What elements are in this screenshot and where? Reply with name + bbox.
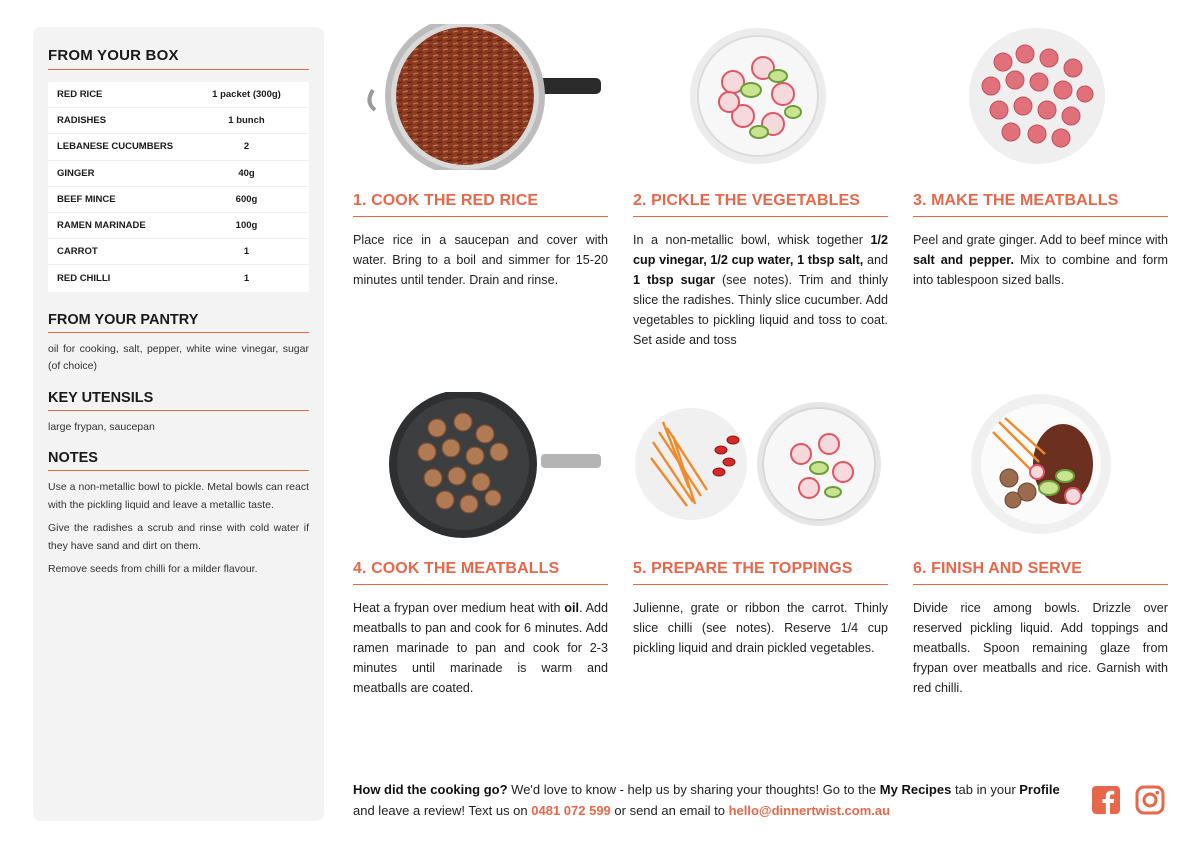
ingredient-name: GINGER <box>57 167 95 179</box>
ingredient-qty: 1 bunch <box>228 115 265 127</box>
step-title: 4. COOK THE MEATBALLS <box>353 560 608 585</box>
finished-dish-photo <box>913 392 1168 538</box>
toppings-photo <box>633 392 888 538</box>
raw-meatballs-photo <box>913 24 1168 170</box>
ingredient-qty: 1 <box>243 272 250 284</box>
phone-link[interactable]: 0481 072 599 <box>531 803 611 818</box>
step-body: Peel and grate ginger. Add to beef mince with salt and pepper. Mix to combine and form into tablespoon sized balls. <box>913 233 1168 287</box>
ingredient-name: RAMEN MARINADE <box>57 220 146 232</box>
notes-title: NOTES <box>48 450 309 471</box>
table-row <box>48 161 309 187</box>
note-item: Remove seeds from chilli for a milder flavour. <box>48 563 258 575</box>
ingredient-qty: 2 <box>243 141 250 153</box>
notes-section <box>48 450 309 579</box>
note-item: Give the radishes a scrub and rinse with cold water if they have sand and dirt on them. <box>48 522 309 552</box>
table-row <box>48 82 309 108</box>
box-ingredients-table <box>48 82 309 292</box>
ingredient-qty: 1 <box>243 246 250 258</box>
pantry-title: FROM YOUR PANTRY <box>48 312 309 333</box>
instagram-icon[interactable] <box>1134 784 1166 816</box>
utensils-text: large frypan, saucepan <box>48 420 155 433</box>
red-rice-photo <box>353 24 608 170</box>
table-row <box>48 134 309 160</box>
table-row <box>48 108 309 134</box>
step-title: 2. PICKLE THE VEGETABLES <box>633 192 888 217</box>
step-title: 6. FINISH AND SERVE <box>913 560 1168 585</box>
step-3 <box>913 192 1168 290</box>
step-title: 5. PREPARE THE TOPPINGS <box>633 560 888 585</box>
step-body: Julienne, grate or ribbon the carrot. Thinly slice chilli (see notes). Reserve 1/4 cup pickling liquid and drain pickled vegetables. <box>633 601 888 655</box>
ingredient-name: CARROT <box>57 246 98 258</box>
email-link[interactable]: hello@dinnertwist.com.au <box>728 803 891 818</box>
ingredient-name: RADISHES <box>57 115 107 127</box>
step-title: 3. MAKE THE MEATBALLS <box>913 192 1168 217</box>
utensils-title: KEY UTENSILS <box>48 390 309 411</box>
ingredient-name: BEEF MINCE <box>57 193 116 205</box>
step-6 <box>913 560 1168 698</box>
feedback-footer: How did the cooking go? We'd love to know - help us by sharing your thoughts! Go to the My Recipes tab in your Profile and leave a review! Text us on 0481 072 599 or send an email to hello@dinnertwist.com.au <box>353 782 1060 818</box>
ingredient-name: RED RICE <box>57 89 103 101</box>
facebook-icon[interactable] <box>1090 784 1122 816</box>
table-row <box>48 265 309 291</box>
frypan-meatballs-photo <box>353 392 608 538</box>
from-your-box-title: FROM YOUR BOX <box>48 47 309 70</box>
table-row <box>48 239 309 265</box>
step-5 <box>633 560 888 658</box>
pickled-vegetables-photo <box>633 24 888 170</box>
ingredient-qty: 40g <box>238 167 255 179</box>
step-4 <box>353 560 608 698</box>
sidebar <box>33 27 324 821</box>
table-row <box>48 213 309 239</box>
step-body: In a non-metallic bowl, whisk together 1/2 cup vinegar, 1/2 cup water, 1 tbsp salt, and 1 tbsp sugar (see notes). Trim and thinly slice the radishes. Thinly slice cucumber. Add vegetables to pickling liquid and toss to coat. Set aside and toss <box>633 233 888 347</box>
step-body: Divide rice among bowls. Drizzle over reserved pickling liquid. Add toppings and meatballs. Spoon remaining glaze from frypan over meatballs and rice. Garnish with red chilli. <box>913 601 1168 695</box>
step-2 <box>633 192 888 350</box>
utensils-section <box>48 390 309 437</box>
step-title: 1. COOK THE RED RICE <box>353 192 608 217</box>
ingredient-qty: 100g <box>235 220 258 232</box>
ingredient-qty: 1 packet (300g) <box>212 89 281 101</box>
note-item: Use a non-metallic bowl to pickle. Metal bowls can react with the pickling liquid and leave a metallic taste. <box>48 481 309 511</box>
ingredient-name: RED CHILLI <box>57 272 111 284</box>
step-body: Place rice in a saucepan and cover with water. Bring to a boil and simmer for 15-20 minutes until tender. Drain and rinse. <box>353 233 608 287</box>
ingredient-qty: 600g <box>235 193 258 205</box>
table-row <box>48 187 309 213</box>
pantry-section <box>48 312 309 376</box>
pantry-text: oil for cooking, salt, pepper, white wine vinegar, sugar (of choice) <box>48 342 309 372</box>
ingredient-name: LEBANESE CUCUMBERS <box>57 141 174 153</box>
step-body: Heat a frypan over medium heat with oil. Add meatballs to pan and cook for 6 minutes. Add ramen marinade to pan and cook for 2-3 minutes until marinade is warm and meatballs are coated. <box>353 601 608 695</box>
step-1 <box>353 192 608 290</box>
